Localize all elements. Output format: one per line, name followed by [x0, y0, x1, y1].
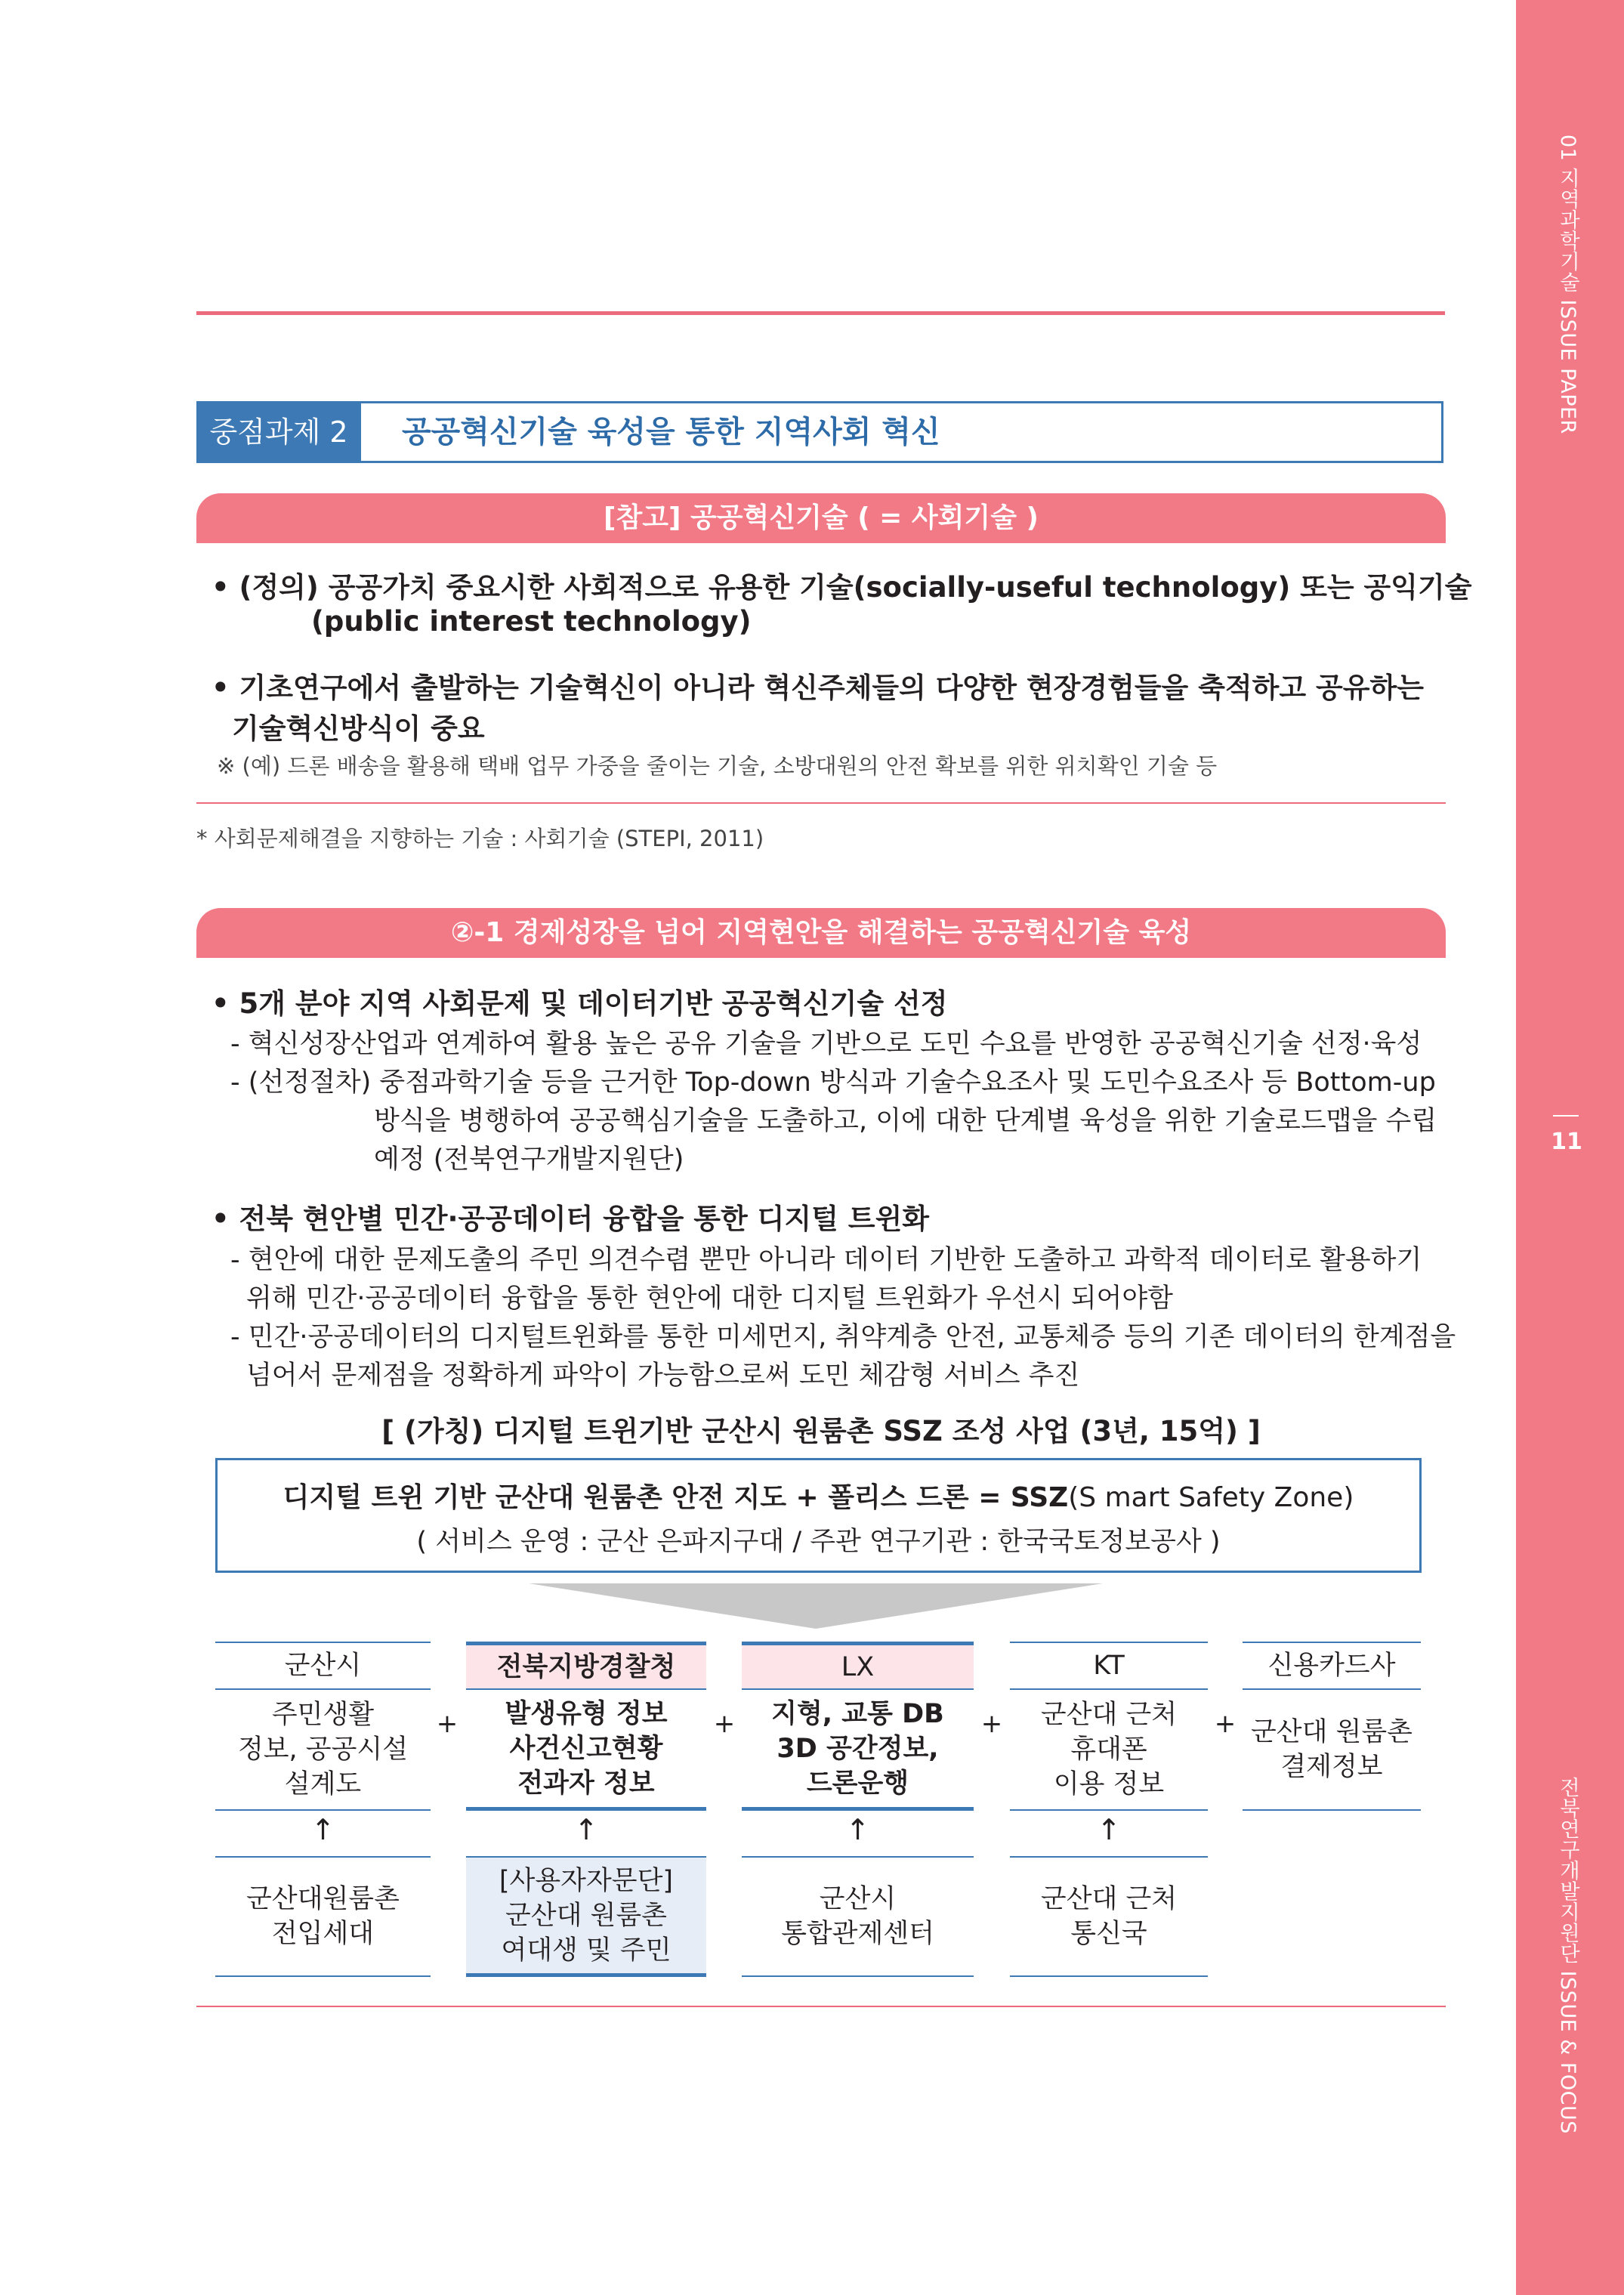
source-header-police: 전북지방경찰청: [466, 1642, 706, 1690]
reference-bullet-1-cont: (public interest technology): [311, 605, 752, 638]
data-line: 발생유형 정보: [505, 1698, 668, 1729]
source-data-kt: [1010, 1690, 1208, 1811]
source-header-lx: LX: [742, 1642, 974, 1690]
source-data-gunsan: [215, 1690, 431, 1811]
reference-note: ※ (예) 드론 배송을 활용해 택배 업무 가중을 줄이는 기술, 소방대원의 안전 확보를 위한 위치확인 기술 등: [217, 753, 1218, 779]
data-line: 정보, 공공시설: [237, 1734, 409, 1765]
origin-line: [사용자자문단]: [499, 1865, 674, 1896]
data-line: 결제정보: [1280, 1752, 1383, 1782]
data-line: 지형, 교통 DB: [771, 1698, 944, 1729]
section-bullet-2: • 전북 현안별 민간·공공데이터 융합을 통한 디지털 트윈화: [211, 1203, 929, 1235]
funnel-arrow: [529, 1583, 1103, 1629]
section-bullet-2-detail-2-cont: 넘어서 문제점을 정확하게 파악이 가능함으로써 도민 체감형 서비스 추진: [246, 1361, 1080, 1391]
section-bullet-2-detail-1: - 현안에 대한 문제도출의 주민 의견수렴 뿐만 아니라 데이터 기반한 도출하고 과학적 데이터로 활용하기: [230, 1245, 1422, 1275]
data-line: 사건신고현황: [509, 1733, 663, 1764]
bottom-divider: [196, 2006, 1446, 2007]
section-bullet-1-detail-1: - 혁신성장산업과 연계하여 활용 높은 공유 기술을 기반으로 도민 수요를 반영한 공공혁신기술 선정·육성: [230, 1029, 1422, 1059]
data-line: 휴대폰: [1070, 1734, 1147, 1765]
section-bullet-1-detail-2: - (선정절차) 중점과학기술 등을 근거한 Top-down 방식과 기술수요조사 및 도민수요조사 등 Bottom-up: [230, 1067, 1436, 1098]
source-header-gunsan: 군산시: [215, 1642, 431, 1690]
task-title: 공공혁신기술 육성을 통한 지역사회 혁신: [402, 415, 940, 449]
data-line: 이용 정보: [1053, 1769, 1165, 1799]
project-title: [ (가칭) 디지털 트윈기반 군산시 원룸촌 SSZ 조성 사업 (3년, 15억) ]: [381, 1415, 1261, 1447]
source-header-card: 신용카드사: [1243, 1642, 1421, 1690]
origin-line: 군산대원룸촌: [246, 1884, 400, 1914]
origin-police: [466, 1856, 706, 1977]
section-bullet-1-detail-2-cont: 방식을 병행하여 공공핵심기술을 도출하고, 이에 대한 단계별 육성을 위한 기술로드맵을 수립: [374, 1106, 1437, 1136]
ssz-formula-expansion: (S mart Safety Zone): [1068, 1482, 1354, 1513]
reference-bullet-2-cont: 기술혁신방식이 중요: [232, 712, 485, 745]
reference-bullet-2: • 기초연구에서 출발하는 기술혁신이 아니라 혁신주체들의 다양한 현장경험들을 축적하고 공유하는: [211, 672, 1425, 704]
section-bullet-1-detail-2-cont2: 예정 (전북연구개발지원단): [374, 1144, 684, 1175]
data-line: 군산대 근처: [1040, 1700, 1178, 1730]
running-header: 01 지역과학기술 ISSUE PAPER: [1556, 134, 1579, 434]
data-line: 전과자 정보: [517, 1768, 655, 1799]
section-header: ②-1 경제성장을 넘어 지역현안을 해결하는 공공혁신기술 육성: [196, 908, 1446, 958]
data-line: 설계도: [284, 1769, 362, 1799]
section-bullet-1: • 5개 분야 지역 사회문제 및 데이터기반 공공혁신기술 선정: [211, 987, 948, 1020]
source-data-lx: [742, 1690, 974, 1811]
origin-line: 통합관제센터: [781, 1919, 934, 1949]
reference-header: [참고] 공공혁신기술 ( = 사회기술 ): [196, 493, 1446, 543]
running-footer: 전북연구개발지원단 ISSUE & FOCUS: [1556, 1777, 1579, 2134]
data-line: 3D 공간정보,: [776, 1733, 939, 1764]
ssz-formula-main: 디지털 트윈 기반 군산대 원룸촌 안전 지도 + 폴리스 드론 = SSZ: [283, 1482, 1069, 1513]
origin-line: 군산시: [819, 1884, 897, 1914]
origin-lx: [742, 1856, 974, 1977]
task-label: 중점과제 2: [196, 401, 361, 463]
data-line: 주민생활: [271, 1700, 375, 1730]
source-data-card: [1243, 1690, 1421, 1811]
reference-bullet-1: • (정의) 공공가치 중요시한 사회적으로 유용한 기술(socially-useful technology) 또는 공익기술: [211, 571, 1472, 604]
origin-line: 군산대 원룸촌: [505, 1900, 667, 1931]
origin-line: 전입세대: [271, 1919, 375, 1949]
ssz-operators: ( 서비스 운영 : 군산 은파지구대 / 주관 연구기관 : 한국국토정보공사 ): [416, 1527, 1221, 1557]
origin-kt: [1010, 1856, 1208, 1977]
footnote: * 사회문제해결을 지향하는 기술 : 사회기술 (STEPI, 2011): [196, 826, 764, 851]
source-data-police: [466, 1690, 706, 1811]
section-bullet-2-detail-2: - 민간·공공데이터의 디지털트윈화를 통한 미세먼지, 취약계층 안전, 교통체증 등의 기존 데이터의 한계점을: [230, 1322, 1456, 1352]
reference-divider: [196, 802, 1446, 804]
plus-sign: +: [1214, 1709, 1237, 1739]
plus-sign: +: [713, 1709, 736, 1739]
up-arrow-icon: ↑: [310, 1813, 335, 1846]
origin-gunsan: [215, 1856, 431, 1977]
up-arrow-icon: ↑: [845, 1813, 870, 1846]
up-arrow-icon: ↑: [574, 1813, 598, 1846]
up-arrow-icon: ↑: [1097, 1813, 1121, 1846]
data-line: 군산대 원룸촌: [1251, 1717, 1413, 1747]
page-number-tick: [1553, 1115, 1579, 1117]
plus-sign: +: [980, 1709, 1003, 1739]
source-header-kt: KT: [1010, 1642, 1208, 1690]
ssz-formula: [215, 1476, 1422, 1515]
plus-sign: +: [436, 1709, 458, 1739]
data-line: 드론운행: [806, 1768, 909, 1799]
origin-line: 군산대 근처: [1040, 1884, 1178, 1914]
top-rule: [196, 311, 1445, 315]
page-number: 11: [1551, 1129, 1582, 1155]
origin-line: 통신국: [1070, 1919, 1147, 1949]
section-bullet-2-detail-1-cont: 위해 민간·공공데이터 융합을 통한 현안에 대한 디지털 트윈화가 우선시 되어야함: [246, 1283, 1173, 1314]
origin-line: 여대생 및 주민: [501, 1935, 672, 1966]
